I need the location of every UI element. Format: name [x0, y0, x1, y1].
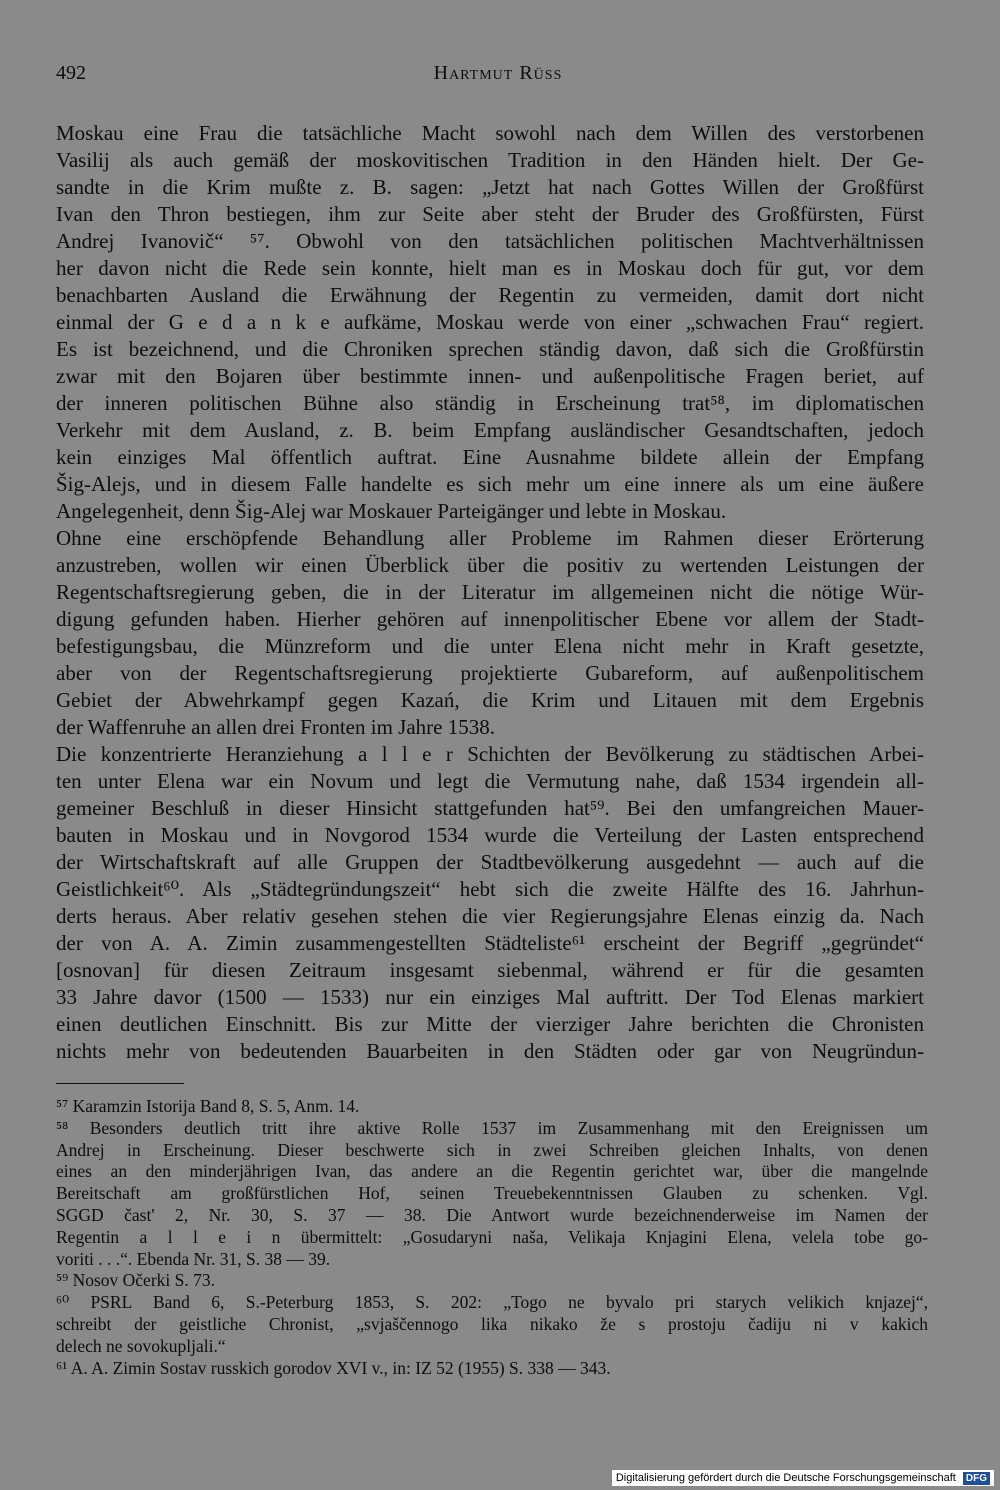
body-line: Regentschaftsregierung geben, die in der Literatur im allgemeinen nicht die nötige Wür- [56, 580, 924, 604]
body-line: nichts mehr von bedeutenden Bauarbeiten in den Städten oder gar von Neugründun- [56, 1039, 924, 1063]
body-line: benachbarten Ausland die Erwähnung der Regentin zu vermeiden, damit dort nicht [56, 283, 924, 307]
body-line: Moskau eine Frau die tatsächliche Macht sowohl nach dem Willen des verstorbenen [56, 121, 924, 145]
body-line: befestigungsbau, die Münzreform und die unter Elena nicht mehr in Kraft gesetzte, [56, 634, 924, 658]
footnote-line: ⁶⁰ PSRL Band 6, S.-Peterburg 1853, S. 202: „Togo ne byvalo pri starych velikich knjazej“, [56, 1292, 928, 1313]
body-line: Ohne eine erschöpfende Behandlung aller Probleme im Rahmen dieser Erörterung [56, 526, 924, 550]
footnote-line: SGGD čast' 2, Nr. 30, S. 37 — 38. Die Antwort wurde bezeichnenderweise im Namen der [56, 1204, 928, 1225]
footnote-line: delech ne sovokupljali.“ [56, 1335, 226, 1356]
page-header [56, 62, 940, 92]
body-line: anzustreben, wollen wir einen Überblick über die positiv zu wertenden Leistungen der [56, 553, 924, 577]
body-text [56, 120, 924, 1065]
body-line: zwar mit den Bojaren über bestimmte innen- und außenpolitische Fragen beriet, auf [56, 364, 924, 388]
body-line: Geistlichkeit⁶⁰. Als „Städtegründungszeit“ hebt sich die zweite Hälfte des 16. Jahrhun- [56, 877, 924, 901]
body-line: ten unter Elena war ein Novum und legt die Vermutung nahe, daß 1534 irgendein all- [56, 769, 924, 793]
footnote-line: Andrej in Erscheinung. Dieser beschwerte sich in zwei Schreiben gleichen Inhalts, von denen [56, 1139, 928, 1160]
body-line: Andrej Ivanovič“ ⁵⁷. Obwohl von den tatsächlichen politischen Machtverhältnissen [56, 229, 924, 253]
footnote-line: Regentin a l l e i n übermittelt: „Gosudaryni naša, Velikaja Knjagini Elena, velela tobe go- [56, 1226, 928, 1247]
body-line: sandte in die Krim mußte z. B. sagen: „Jetzt hat nach Gottes Willen der Großfürst [56, 175, 924, 199]
running-head: Hartmut Rüss [433, 62, 563, 84]
footnote-line: voriti . . .“. Ebenda Nr. 31, S. 38 — 39. [56, 1248, 331, 1269]
body-line: derts heraus. Aber relativ gesehen stehen die vier Regierungsjahre Elenas einzig da. Nach [56, 904, 924, 928]
body-line: Angelegenheit, denn Šig-Alej war Moskauer Parteigänger und lebte in Moskau. [56, 499, 727, 523]
body-line: Vasilij als auch gemäß der moskovitischen Tradition in den Händen hielt. Der Ge- [56, 148, 924, 172]
footnote-line: ⁶¹ A. A. Zimin Sostav russkich gorodov XVI v., in: IZ 52 (1955) S. 338 — 343. [56, 1357, 611, 1378]
footnote-line: eines an den minderjährigen Ivan, das andere an die Regentin gerichtet war, über die mangelnde [56, 1161, 928, 1182]
body-line: Gebiet der Abwehrkampf gegen Kazań, die Krim und Litauen mit dem Ergebnis [56, 688, 924, 712]
footnote-line: Bereitschaft am großfürstlichen Hof, seinen Treuebekenntnissen Glauben zu schenken. Vgl. [56, 1183, 928, 1204]
body-line: gemeiner Beschluß in dieser Hinsicht stattgefunden hat⁵⁹. Bei den umfangreichen Mauer- [56, 796, 924, 820]
dfg-logo: DFG [963, 1472, 990, 1485]
body-line: der Waffenruhe an allen drei Fronten im Jahre 1538. [56, 715, 495, 739]
body-line: Verkehr mit dem Ausland, z. B. beim Empfang ausländischer Gesandtschaften, jedoch [56, 418, 924, 442]
body-line: einmal der G e d a n k e aufkäme, Moskau werde von einer „schwachen Frau“ regiert. [56, 310, 924, 334]
body-line: kein einziges Mal öffentlich auftrat. Eine Ausnahme bildete allein der Empfang [56, 445, 924, 469]
body-line: digung gefunden haben. Hierher gehören auf innenpolitischer Ebene vor allem der Stadt- [56, 607, 924, 631]
body-line: einen deutlichen Einschnitt. Bis zur Mitte der vierziger Jahre berichten die Chronisten [56, 1012, 924, 1036]
body-line: aber von der Regentschaftsregierung projektierte Gubareform, auf außenpolitischem [56, 661, 924, 685]
page-number: 492 [56, 62, 86, 84]
body-line: Ivan den Thron bestiegen, ihm zur Seite aber steht der Bruder des Großfürsten, Fürst [56, 202, 924, 226]
body-line: [osnovan] für diesen Zeitraum insgesamt siebenmal, während er für die gesamten [56, 958, 924, 982]
footnotes [56, 1096, 928, 1379]
body-line: der von A. A. Zimin zusammengestellten Städteliste⁶¹ erscheint der Begriff „gegründet“ [56, 931, 924, 955]
footnote-separator [56, 1083, 184, 1084]
footnote-line: ⁵⁹ Nosov Očerki S. 73. [56, 1270, 215, 1291]
footnote-line: schreibt der geistliche Chronist, „svjaščennogo lika nikako že s prostoju čadiju ni v kakich [56, 1313, 928, 1334]
body-line: der inneren politischen Bühne also ständig in Erscheinung trat⁵⁸, im diplomatischen [56, 391, 924, 415]
body-line: Es ist bezeichnend, und die Chroniken sprechen ständig davon, daß sich die Großfürstin [56, 337, 924, 361]
body-line: Die konzentrierte Heranziehung a l l e r Schichten der Bevölkerung zu städtischen Arbei- [56, 742, 924, 766]
credit-text: Digitalisierung gefördert durch die Deutsche Forschungsgemeinschaft [615, 1472, 956, 1484]
body-line: der Wirtschaftskraft auf alle Gruppen der Stadtbevölkerung ausgedehnt — auch auf die [56, 850, 924, 874]
digitization-credit [612, 1470, 994, 1486]
footnote-line: ⁵⁸ Besonders deutlich tritt ihre aktive Rolle 1537 im Zusammenhang mit den Ereignissen um [56, 1117, 928, 1138]
body-line: her davon nicht die Rede sein konnte, hielt man es in Moskau doch für gut, vor dem [56, 256, 924, 280]
body-line: 33 Jahre davor (1500 — 1533) nur ein einziges Mal auftritt. Der Tod Elenas markiert [56, 985, 924, 1009]
body-line: Šig-Alejs, und in diesem Falle handelte es sich mehr um eine innere als um eine äußere [56, 472, 924, 496]
footnote-line: ⁵⁷ Karamzin Istorija Band 8, S. 5, Anm. 14. [56, 1096, 360, 1116]
body-line: bauten in Moskau und in Novgorod 1534 wurde die Verteilung der Lasten entsprechend [56, 823, 924, 847]
